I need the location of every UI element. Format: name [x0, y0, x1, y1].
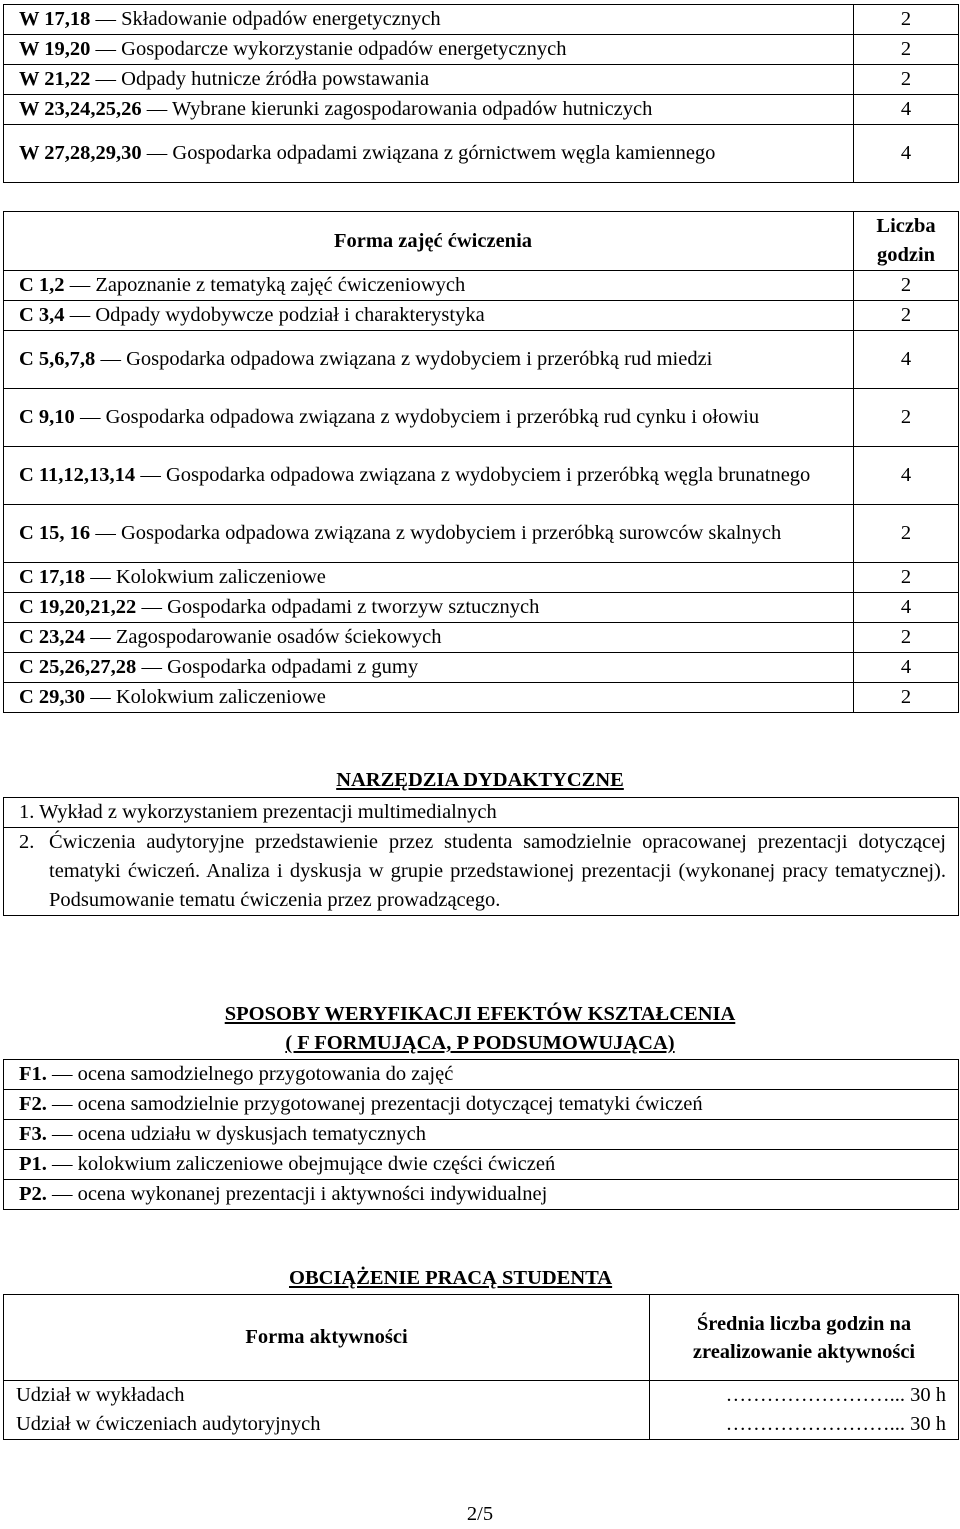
verification-code: P2. — [19, 1183, 47, 1205]
exercises-header-form: Forma zajęć ćwiczenia — [4, 212, 854, 271]
verification-item: F1. — ocena samodzielnego przygotowania do zajęć — [4, 1060, 958, 1090]
table-row — [4, 593, 959, 623]
exercise-cell: C 1,2 — Zapoznanie z tematyką zajęć ćwiczeniowych — [4, 271, 854, 301]
page-number: 2/5 — [466, 1503, 494, 1525]
exercise-hours: 2 — [854, 505, 959, 563]
exercise-hours: 4 — [854, 593, 959, 623]
verification-box — [3, 1059, 959, 1210]
table-row — [4, 5, 959, 35]
exercise-text: Odpady wydobywcze podział i charakterystyka — [95, 304, 485, 326]
table-row — [4, 505, 959, 563]
tools-item — [4, 828, 958, 915]
exercise-code: C 19,20,21,22 — [19, 596, 137, 618]
table-row — [4, 301, 959, 331]
workload-hours: ……………………... 30 h — [725, 1413, 946, 1435]
verification-code: P1. — [19, 1153, 47, 1175]
exercise-cell: C 17,18 — Kolokwium zaliczeniowe — [4, 563, 854, 593]
exercise-text: Gospodarka odpadami z gumy — [167, 656, 419, 678]
exercise-text: Zapoznanie z tematyką zajęć ćwiczeniowych — [95, 274, 466, 296]
exercise-cell: C 19,20,21,22 — Gospodarka odpadami z tworzyw sztucznych — [4, 593, 854, 623]
exercise-text: Gospodarka odpadowa związana z wydobyciem i przeróbką rud miedzi — [126, 348, 713, 370]
tools-item — [4, 798, 958, 828]
verification-text: ocena samodzielnie przygotowanej prezentacji dotyczącej tematyki ćwiczeń — [77, 1093, 703, 1115]
exercise-code: C 15, 16 — [19, 522, 91, 544]
exercise-code: C 3,4 — [19, 304, 65, 326]
tools-box — [3, 797, 959, 916]
workload-heading: OBCIĄŻENIE PRACĄ STUDENTA — [289, 1267, 613, 1289]
exercise-cell: C 11,12,13,14 — Gospodarka odpadowa związana z wydobyciem i przeróbką węgla brunatnego — [4, 447, 854, 505]
verification-code: F2. — [19, 1093, 47, 1115]
lecture-cell: W 27,28,29,30 — Gospodarka odpadami związana z górnictwem węgla kamiennego — [4, 125, 854, 183]
verification-text: ocena udziału w dyskusjach tematycznych — [77, 1123, 427, 1145]
lecture-hours: 2 — [854, 5, 959, 35]
exercise-code: C 11,12,13,14 — [19, 464, 136, 486]
workload-header-hours: Średnia liczba godzin na zrealizowanie aktywności — [650, 1295, 959, 1381]
exercise-hours: 4 — [854, 331, 959, 389]
exercise-text: Kolokwium zaliczeniowe — [115, 686, 326, 708]
verification-item: F3. — ocena udziału w dyskusjach tematycznych — [4, 1120, 958, 1150]
exercise-hours: 2 — [854, 389, 959, 447]
exercise-text: Gospodarka odpadowa związana z wydobyciem i przeróbką surowców skalnych — [120, 522, 782, 544]
lecture-code: W 19,20 — [19, 38, 91, 60]
lecture-text: Odpady hutnicze źródła powstawania — [121, 68, 430, 90]
table-row — [4, 95, 959, 125]
tools-heading: NARZĘDZIA DYDAKTYCZNE — [336, 769, 624, 791]
exercise-cell: C 9,10 — Gospodarka odpadowa związana z wydobyciem i przeróbką rud cynku i ołowiu — [4, 389, 854, 447]
table-row — [4, 331, 959, 389]
exercise-cell: C 25,26,27,28 — Gospodarka odpadami z gumy — [4, 653, 854, 683]
tools-item-number: 2. — [19, 831, 35, 853]
workload-activity: Udział w ćwiczeniach audytoryjnych — [16, 1413, 321, 1435]
lecture-code: W 17,18 — [19, 8, 91, 30]
table-row — [4, 271, 959, 301]
workload-table — [3, 1294, 959, 1440]
lecture-hours: 2 — [854, 65, 959, 95]
exercise-text: Gospodarka odpadowa związana z wydobyciem i przeróbką rud cynku i ołowiu — [105, 406, 760, 428]
exercise-cell: C 23,24 — Zagospodarowanie osadów ściekowych — [4, 623, 854, 653]
lecture-text: Składowanie odpadów energetycznych — [121, 8, 441, 30]
exercise-hours: 2 — [854, 301, 959, 331]
tools-item-text: Wykład z wykorzystaniem prezentacji multimedialnych — [39, 801, 497, 823]
exercise-code: C 17,18 — [19, 566, 86, 588]
exercise-cell: C 3,4 — Odpady wydobywcze podział i charakterystyka — [4, 301, 854, 331]
workload-activities-cell — [4, 1381, 650, 1440]
exercise-code: C 1,2 — [19, 274, 65, 296]
table-header-row — [4, 1295, 959, 1381]
lecture-cell: W 21,22 — Odpady hutnicze źródła powstawania — [4, 65, 854, 95]
verification-text: kolokwium zaliczeniowe obejmujące dwie części ćwiczeń — [77, 1153, 556, 1175]
lecture-text: Gospodarcze wykorzystanie odpadów energetycznych — [121, 38, 567, 60]
exercise-text: Kolokwium zaliczeniowe — [115, 566, 326, 588]
exercise-cell: C 5,6,7,8 — Gospodarka odpadowa związana z wydobyciem i przeróbką rud miedzi — [4, 331, 854, 389]
exercise-text: Gospodarka odpadowa związana z wydobyciem i przeróbką węgla brunatnego — [165, 464, 811, 486]
lecture-code: W 27,28,29,30 — [19, 142, 142, 164]
lecture-code: W 21,22 — [19, 68, 91, 90]
workload-activity: Udział w wykładach — [16, 1384, 185, 1406]
exercise-hours: 2 — [854, 623, 959, 653]
exercise-code: C 5,6,7,8 — [19, 348, 96, 370]
exercises-table — [3, 211, 959, 713]
verification-item: P1. — kolokwium zaliczeniowe obejmujące dwie części ćwiczeń — [4, 1150, 958, 1180]
lecture-hours: 2 — [854, 35, 959, 65]
table-header-row — [4, 212, 959, 271]
verification-subheading: ( F FORMUJĄCA, P PODSUMOWUJĄCA) — [285, 1032, 675, 1054]
exercise-cell: C 15, 16 — Gospodarka odpadowa związana z wydobyciem i przeróbką surowców skalnych — [4, 505, 854, 563]
lecture-text: Gospodarka odpadami związana z górnictwem węgla kamiennego — [172, 142, 716, 164]
workload-hours-cell — [650, 1381, 959, 1440]
tools-item-number: 1. — [19, 801, 35, 823]
table-row — [4, 623, 959, 653]
table-row — [4, 653, 959, 683]
lecture-hours: 4 — [854, 125, 959, 183]
table-row — [4, 389, 959, 447]
verification-code: F1. — [19, 1063, 47, 1085]
verification-item: P2. — ocena wykonanej prezentacji i aktywności indywidualnej — [19, 1183, 548, 1205]
verification-code: F3. — [19, 1123, 47, 1145]
table-row — [4, 125, 959, 183]
table-row — [4, 1381, 959, 1440]
workload-hours: ……………………... 30 h — [725, 1384, 946, 1406]
exercise-hours: 2 — [854, 683, 959, 713]
exercise-code: C 29,30 — [19, 686, 86, 708]
verification-text: ocena samodzielnego przygotowania do zajęć — [77, 1063, 454, 1085]
lecture-cell: W 19,20 — Gospodarcze wykorzystanie odpadów energetycznych — [4, 35, 854, 65]
exercise-code: C 9,10 — [19, 406, 75, 428]
table-row — [4, 563, 959, 593]
lecture-code: W 23,24,25,26 — [19, 98, 142, 120]
verification-heading: SPOSOBY WERYFIKACJI EFEKTÓW KSZTAŁCENIA — [224, 1003, 736, 1025]
table-row — [4, 447, 959, 505]
exercise-hours: 4 — [854, 653, 959, 683]
lecture-cell: W 23,24,25,26 — Wybrane kierunki zagospodarowania odpadów hutniczych — [4, 95, 854, 125]
exercises-header-hours: Liczba godzin — [854, 212, 959, 271]
verification-text: ocena wykonanej prezentacji i aktywności indywidualnej — [77, 1183, 548, 1205]
exercise-text: Zagospodarowanie osadów ściekowych — [115, 626, 442, 648]
exercise-text: Gospodarka odpadami z tworzyw sztucznych — [167, 596, 540, 618]
verification-item: F2. — ocena samodzielnie przygotowanej prezentacji dotyczącej tematyki ćwiczeń — [4, 1090, 958, 1120]
exercise-cell: C 29,30 — Kolokwium zaliczeniowe — [4, 683, 854, 713]
exercise-code: C 23,24 — [19, 626, 86, 648]
exercise-hours: 4 — [854, 447, 959, 505]
exercise-code: C 25,26,27,28 — [19, 656, 137, 678]
lecture-hours: 4 — [854, 95, 959, 125]
table-row — [4, 35, 959, 65]
workload-header-activity: Forma aktywności — [4, 1295, 650, 1381]
table-row — [4, 683, 959, 713]
table-row — [4, 65, 959, 95]
tools-item-text: Ćwiczenia audytoryjne przedstawienie przez studenta samodzielnie opracowanej prezentacji dotyczącej tematyki ćwiczeń. Analiza i dyskusja w grupie przedstawionej prezentacji (wykonanej pracy tematycznej). Podsumowanie tematu ćwiczenia przez prowadzącego. — [49, 831, 946, 911]
exercise-hours: 2 — [854, 271, 959, 301]
lecture-text: Wybrane kierunki zagospodarowania odpadów hutniczych — [172, 98, 653, 120]
lecture-cell: W 17,18 — Składowanie odpadów energetycznych — [4, 5, 854, 35]
exercise-hours: 2 — [854, 563, 959, 593]
lectures-table — [3, 4, 959, 183]
